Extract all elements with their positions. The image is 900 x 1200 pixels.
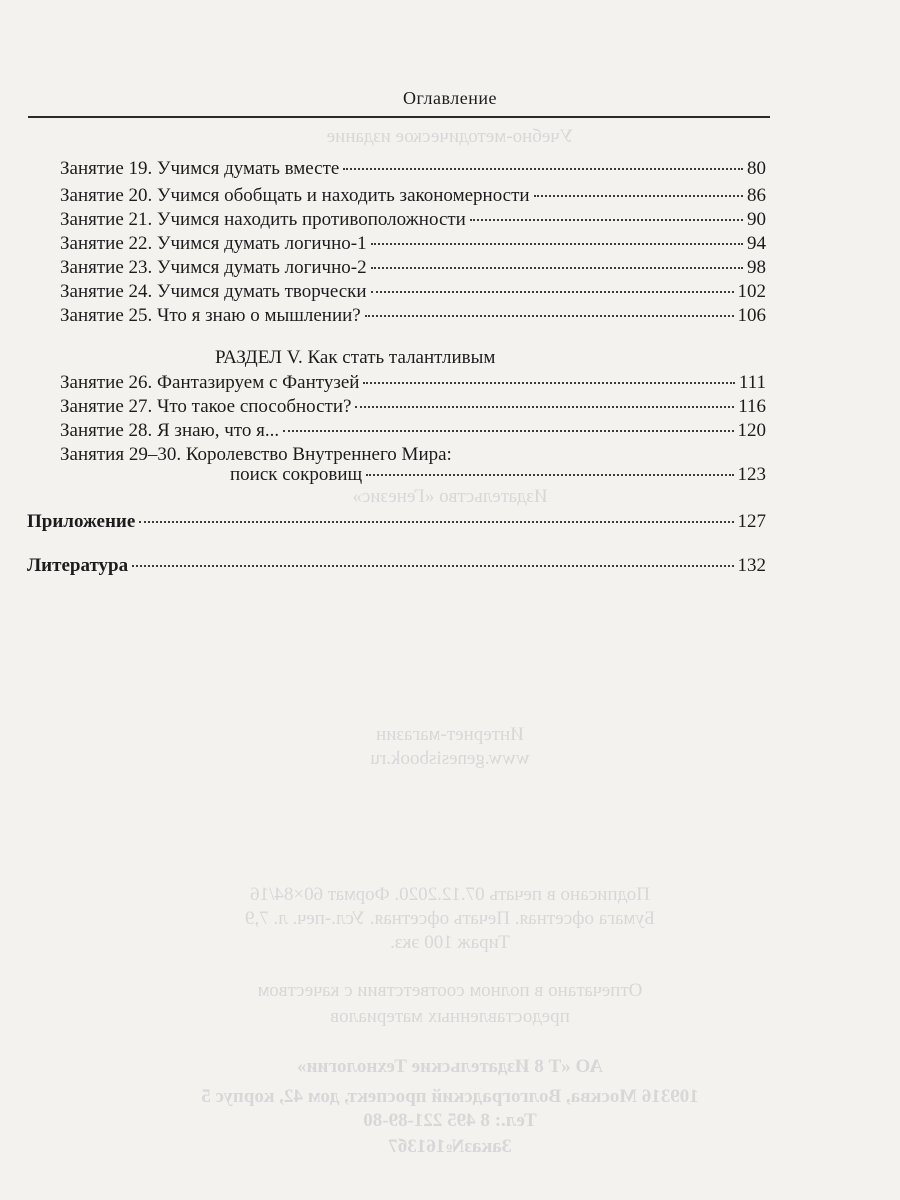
toc-entry-title: Занятие 28. Я знаю, что я... (60, 420, 280, 441)
toc-entry-title-line1[interactable]: Занятия 29–30. Королевство Внутреннего Мира: (60, 444, 452, 465)
show-through-line: 109316 Москва, Волгоградский проспект, дом 42, корпус 5 (201, 1086, 699, 1107)
toc-entry-page: 116 (738, 396, 766, 417)
dot-leader (371, 267, 743, 269)
toc-entry-title: Занятие 24. Учимся думать творчески (60, 281, 367, 302)
toc-entry[interactable] (60, 371, 766, 395)
dot-leader (534, 195, 743, 197)
dot-leader (371, 291, 734, 293)
toc-entry-page: 120 (737, 420, 766, 441)
toc-entry-title: Занятие 27. Что такое способности? (60, 396, 352, 417)
toc-entry-title-line2: поиск сокровищ (230, 464, 363, 485)
dot-leader (366, 474, 733, 476)
show-through-line: предоставленных материалов (330, 1006, 570, 1027)
show-through-line: Тираж 100 экз. (390, 932, 510, 953)
show-through-line: www.genesisbook.ru (370, 748, 530, 769)
toc-entry-page: 80 (747, 158, 766, 179)
toc-entry-page: 111 (738, 372, 766, 393)
dot-leader (371, 243, 743, 245)
toc-entry[interactable] (60, 419, 766, 443)
toc-entry-title: Приложение (27, 511, 136, 532)
toc-entry-literature[interactable] (27, 554, 766, 578)
toc-entry-title: Занятие 26. Фантазируем с Фантузей (60, 372, 360, 393)
show-through-line: АО «Т 8 Издательские Технологии» (296, 1056, 604, 1077)
toc-entry-page: 98 (747, 257, 766, 278)
toc-entry[interactable] (60, 157, 766, 181)
toc-entry[interactable] (60, 395, 766, 419)
header-divider (28, 116, 770, 118)
dot-leader (283, 430, 733, 432)
show-through-line: Тел.: 8 495 221-89-80 (363, 1110, 537, 1131)
show-through-line: Интернет-магазин (376, 724, 524, 745)
toc-entry[interactable] (60, 280, 766, 304)
toc-entry-page: 106 (737, 305, 766, 326)
show-through-line: Бумага офсетная. Печать офсетная. Усл.-печ. л. 7,9 (244, 908, 656, 929)
toc-entry-title: Занятие 21. Учимся находить противоположности (60, 209, 466, 230)
toc-entry[interactable] (60, 232, 766, 256)
toc-entry-title: Занятие 25. Что я знаю о мышлении? (60, 305, 361, 326)
show-through-line: Отпечатано в полном соответствии с качеством (257, 980, 643, 1001)
toc-entry-title: Занятие 23. Учимся думать логично-2 (60, 257, 367, 278)
toc-entry-title: Занятие 22. Учимся думать логично-1 (60, 233, 367, 254)
show-through-line: Заказ№1613б7 (388, 1136, 512, 1157)
page-header-title: Оглавление (403, 88, 497, 108)
toc-entry[interactable] (60, 304, 766, 328)
toc-entry-appendix[interactable] (27, 510, 766, 534)
dot-leader (365, 315, 734, 317)
toc-entry-page: 86 (747, 185, 766, 206)
dot-leader (343, 168, 743, 170)
toc-entry[interactable] (60, 208, 766, 232)
toc-entry-page: 94 (747, 233, 766, 254)
dot-leader (363, 382, 734, 384)
dot-leader (470, 219, 743, 221)
show-through-line: Издательство «Генезис» (352, 486, 548, 507)
toc-entry-page: 132 (737, 555, 766, 576)
toc-entry-page: 90 (747, 209, 766, 230)
toc-entry-page: 127 (737, 511, 766, 532)
show-through-line: Подписано в печать 07.12.2020. Формат 60×84/16 (250, 884, 650, 905)
toc-entry-title: Литература (27, 555, 129, 576)
section-heading: РАЗДЕЛ V. Как стать талантливым (215, 347, 496, 368)
toc-entry[interactable] (60, 184, 766, 208)
toc-entry-page: 123 (737, 464, 766, 485)
show-through-line: Учебно-методическое издание (326, 126, 574, 147)
dot-leader (132, 565, 733, 567)
dot-leader (139, 521, 733, 523)
toc-entry[interactable] (230, 463, 766, 487)
toc-entry-title: Занятие 20. Учимся обобщать и находить закономерности (60, 185, 530, 206)
dot-leader (355, 406, 734, 408)
toc-entry-title: Занятие 19. Учимся думать вместе (60, 158, 340, 179)
toc-entry[interactable] (60, 256, 766, 280)
toc-entry-page: 102 (737, 281, 766, 302)
